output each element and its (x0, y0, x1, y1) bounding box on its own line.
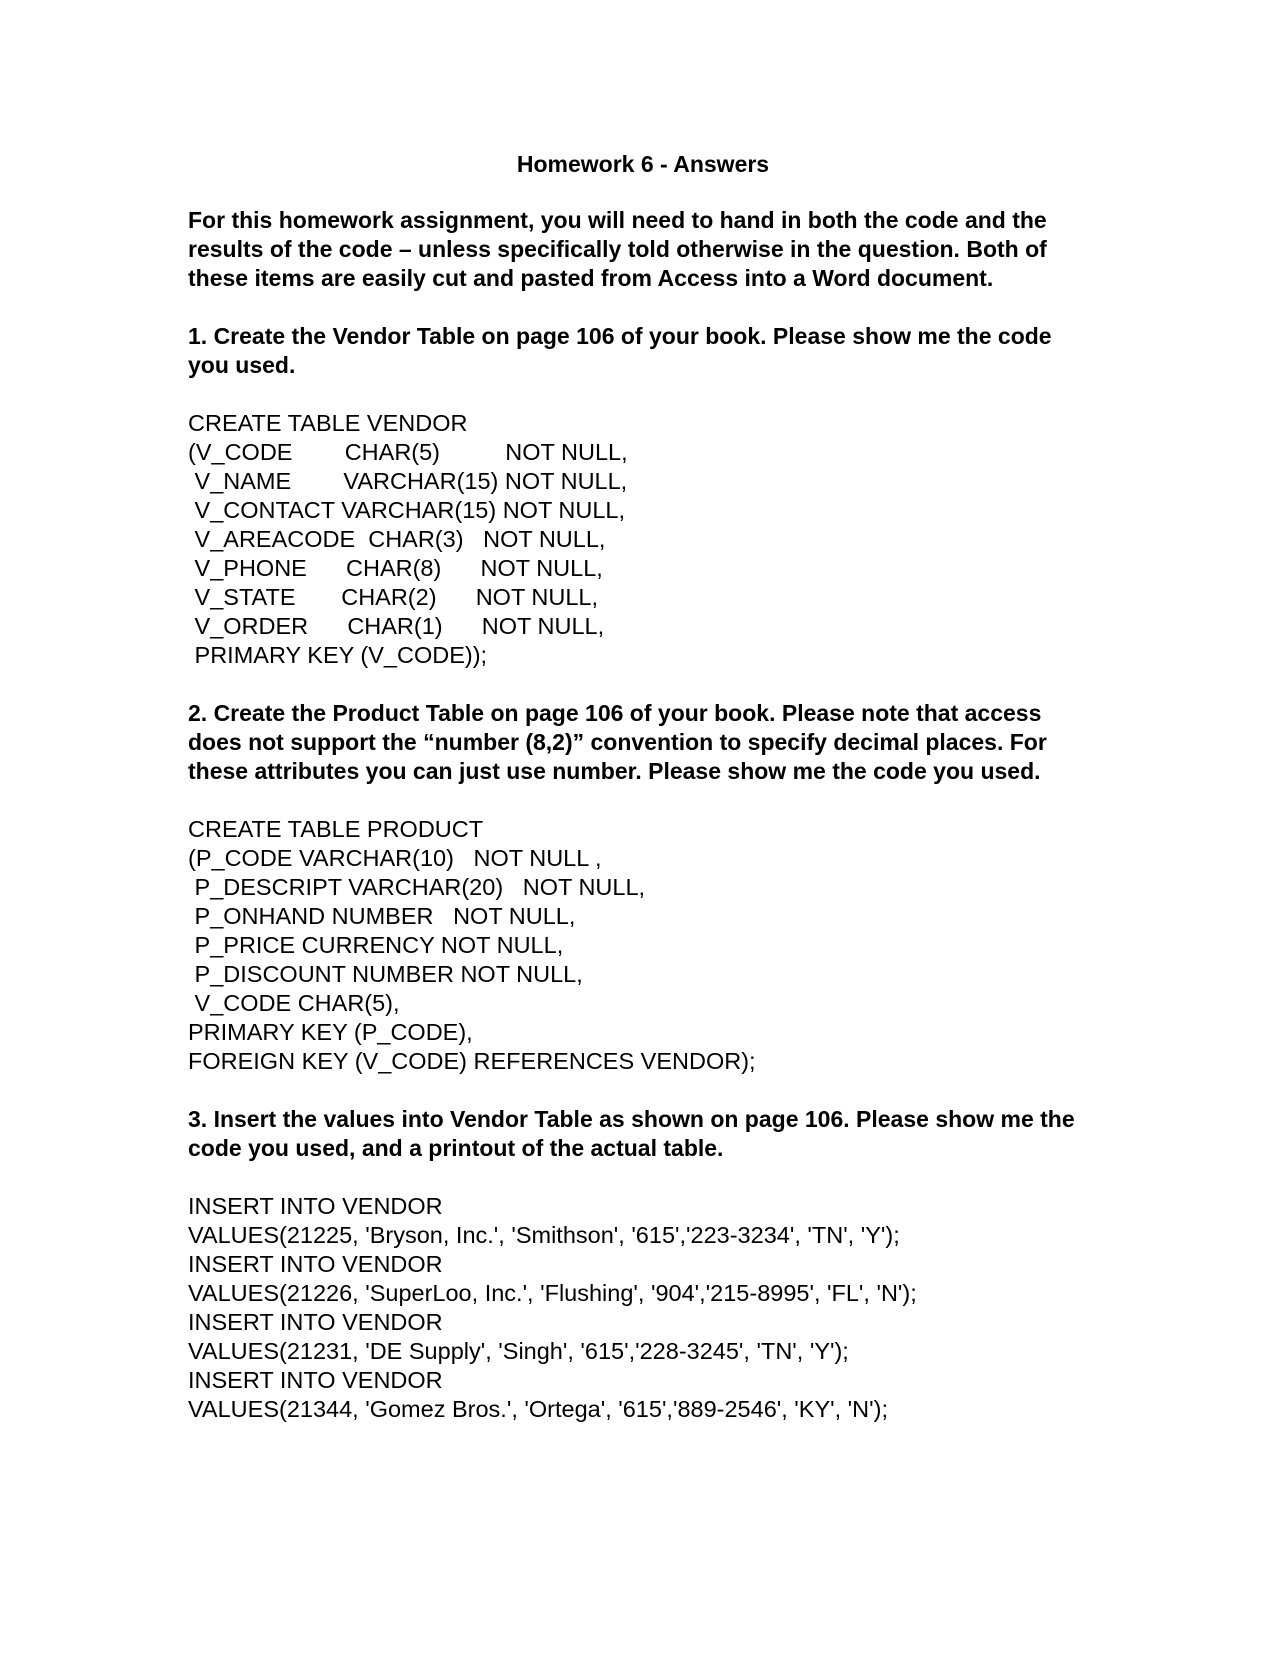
intro-paragraph: For this homework assignment, you will need to hand in both the code and the results of the code – unless specifically told otherwise in the question. Both of these items are easily cut and pasted from Access into a Word document. (188, 207, 1047, 291)
code-line: CREATE TABLE PRODUCT (188, 816, 484, 842)
code-line: P_ONHAND NUMBER NOT NULL, (188, 903, 576, 929)
code-line: V_PHONE CHAR(8) NOT NULL, (188, 555, 603, 581)
code-line: P_PRICE CURRENCY NOT NULL, (188, 932, 564, 958)
code-line: V_STATE CHAR(2) NOT NULL, (188, 584, 599, 610)
document-page (188, 150, 1088, 1453)
question-1: 1. Create the Vendor Table on page 106 of your book. Please show me the code you used. (188, 323, 1052, 378)
code-line: INSERT INTO VENDOR (188, 1367, 443, 1393)
code-line: P_DESCRIPT VARCHAR(20) NOT NULL, (188, 874, 646, 900)
document-title: Homework 6 - Answers (516, 151, 770, 177)
code-line: V_AREACODE CHAR(3) NOT NULL, (188, 526, 606, 552)
code-block-2 (188, 815, 1088, 1076)
code-block-1 (188, 409, 1088, 670)
code-line: VALUES(21226, 'SuperLoo, Inc.', 'Flushing', '904','215-8995', 'FL', 'N'); (188, 1280, 917, 1306)
code-line: VALUES(21225, 'Bryson, Inc.', 'Smithson', '615','223-3234', 'TN', 'Y'); (188, 1222, 900, 1248)
code-line: VALUES(21344, 'Gomez Bros.', 'Ortega', '615','889-2546', 'KY', 'N'); (188, 1396, 888, 1422)
code-line: INSERT INTO VENDOR (188, 1309, 443, 1335)
code-line: V_ORDER CHAR(1) NOT NULL, (188, 613, 605, 639)
code-line: VALUES(21231, 'DE Supply', 'Singh', '615','228-3245', 'TN', 'Y'); (188, 1338, 849, 1364)
code-line: P_DISCOUNT NUMBER NOT NULL, (188, 961, 583, 987)
question-2: 2. Create the Product Table on page 106 of your book. Please note that access does not support the “number (8,2)” convention to specify decimal places. For these attributes you can just use number. Please show me the code you used. (188, 700, 1047, 784)
code-line: CREATE TABLE VENDOR (188, 410, 468, 436)
code-line: (P_CODE VARCHAR(10) NOT NULL , (188, 845, 602, 871)
question-3: 3. Insert the values into Vendor Table as shown on page 106. Please show me the code you used, and a printout of the actual table. (188, 1106, 1075, 1161)
code-line: INSERT INTO VENDOR (188, 1251, 443, 1277)
code-line: V_CODE CHAR(5), (188, 990, 400, 1016)
code-line: PRIMARY KEY (V_CODE)); (188, 642, 488, 668)
code-line: V_CONTACT VARCHAR(15) NOT NULL, (188, 497, 626, 523)
code-block-3 (188, 1192, 1088, 1424)
code-line: V_NAME VARCHAR(15) NOT NULL, (188, 468, 628, 494)
code-line: (V_CODE CHAR(5) NOT NULL, (188, 439, 628, 465)
code-line: INSERT INTO VENDOR (188, 1193, 443, 1219)
code-line: FOREIGN KEY (V_CODE) REFERENCES VENDOR); (188, 1048, 756, 1074)
code-line: PRIMARY KEY (P_CODE), (188, 1019, 473, 1045)
